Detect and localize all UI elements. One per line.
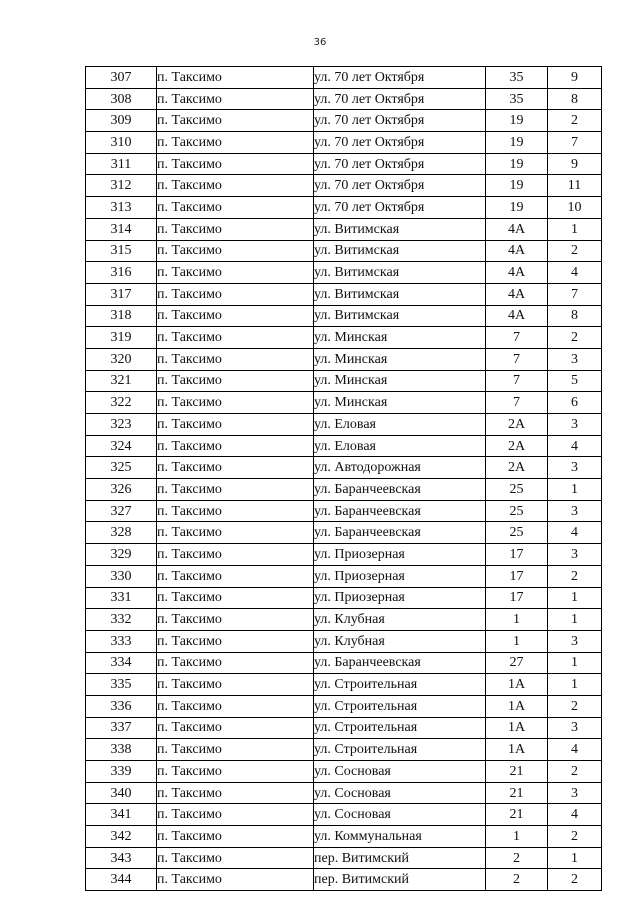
apartment-number-cell: 8 (548, 305, 602, 327)
street-cell: пер. Витимский (314, 869, 486, 891)
street-cell: ул. 70 лет Октября (314, 132, 486, 154)
table-row (86, 630, 602, 652)
table-row (86, 826, 602, 848)
row-number-cell: 312 (86, 175, 157, 197)
street-cell: ул. Автодорожная (314, 457, 486, 479)
row-number-cell: 320 (86, 348, 157, 370)
table-row (86, 457, 602, 479)
settlement-cell: п. Таксимо (157, 826, 314, 848)
apartment-number-cell: 10 (548, 197, 602, 219)
house-number-cell: 4А (486, 240, 548, 262)
apartment-number-cell: 11 (548, 175, 602, 197)
table-row (86, 674, 602, 696)
street-cell: ул. Еловая (314, 414, 486, 436)
street-cell: ул. Витимская (314, 262, 486, 284)
settlement-cell: п. Таксимо (157, 544, 314, 566)
table-row (86, 327, 602, 349)
row-number-cell: 310 (86, 132, 157, 154)
table-row (86, 175, 602, 197)
apartment-number-cell: 3 (548, 348, 602, 370)
settlement-cell: п. Таксимо (157, 110, 314, 132)
settlement-cell: п. Таксимо (157, 88, 314, 110)
table-row (86, 348, 602, 370)
table-row (86, 782, 602, 804)
house-number-cell: 2А (486, 435, 548, 457)
house-number-cell: 1А (486, 739, 548, 761)
street-cell: ул. Минская (314, 392, 486, 414)
house-number-cell: 17 (486, 544, 548, 566)
settlement-cell: п. Таксимо (157, 479, 314, 501)
street-cell: ул. Сосновая (314, 761, 486, 783)
row-number-cell: 331 (86, 587, 157, 609)
house-number-cell: 4А (486, 262, 548, 284)
house-number-cell: 19 (486, 110, 548, 132)
row-number-cell: 307 (86, 67, 157, 89)
street-cell: ул. Клубная (314, 609, 486, 631)
house-number-cell: 1А (486, 674, 548, 696)
table-row (86, 197, 602, 219)
apartment-number-cell: 2 (548, 240, 602, 262)
apartment-number-cell: 4 (548, 262, 602, 284)
row-number-cell: 326 (86, 479, 157, 501)
street-cell: ул. Минская (314, 370, 486, 392)
table-row (86, 88, 602, 110)
row-number-cell: 332 (86, 609, 157, 631)
settlement-cell: п. Таксимо (157, 197, 314, 219)
street-cell: ул. Баранчеевская (314, 479, 486, 501)
street-cell: ул. 70 лет Октября (314, 175, 486, 197)
street-cell: ул. Строительная (314, 695, 486, 717)
apartment-number-cell: 8 (548, 88, 602, 110)
apartment-number-cell: 2 (548, 826, 602, 848)
settlement-cell: п. Таксимо (157, 457, 314, 479)
row-number-cell: 329 (86, 544, 157, 566)
apartment-number-cell: 2 (548, 565, 602, 587)
street-cell: ул. Минская (314, 348, 486, 370)
table-row (86, 761, 602, 783)
row-number-cell: 341 (86, 804, 157, 826)
house-number-cell: 7 (486, 392, 548, 414)
house-number-cell: 1А (486, 717, 548, 739)
house-number-cell: 19 (486, 132, 548, 154)
street-cell: пер. Витимский (314, 847, 486, 869)
row-number-cell: 314 (86, 218, 157, 240)
house-number-cell: 19 (486, 175, 548, 197)
settlement-cell: п. Таксимо (157, 262, 314, 284)
street-cell: ул. Приозерная (314, 587, 486, 609)
settlement-cell: п. Таксимо (157, 392, 314, 414)
street-cell: ул. 70 лет Октября (314, 88, 486, 110)
table-row (86, 869, 602, 891)
table-row (86, 847, 602, 869)
house-number-cell: 21 (486, 804, 548, 826)
table-row (86, 565, 602, 587)
table-row (86, 544, 602, 566)
table-row (86, 435, 602, 457)
settlement-cell: п. Таксимо (157, 370, 314, 392)
settlement-cell: п. Таксимо (157, 327, 314, 349)
table-row (86, 609, 602, 631)
row-number-cell: 317 (86, 283, 157, 305)
settlement-cell: п. Таксимо (157, 587, 314, 609)
settlement-cell: п. Таксимо (157, 348, 314, 370)
apartment-number-cell: 4 (548, 435, 602, 457)
house-number-cell: 4А (486, 218, 548, 240)
table-row (86, 370, 602, 392)
settlement-cell: п. Таксимо (157, 782, 314, 804)
house-number-cell: 25 (486, 522, 548, 544)
row-number-cell: 313 (86, 197, 157, 219)
street-cell: ул. 70 лет Октября (314, 197, 486, 219)
row-number-cell: 342 (86, 826, 157, 848)
street-cell: ул. Еловая (314, 435, 486, 457)
settlement-cell: п. Таксимо (157, 500, 314, 522)
street-cell: ул. Минская (314, 327, 486, 349)
house-number-cell: 1 (486, 630, 548, 652)
house-number-cell: 21 (486, 761, 548, 783)
apartment-number-cell: 3 (548, 500, 602, 522)
house-number-cell: 1 (486, 826, 548, 848)
apartment-number-cell: 2 (548, 327, 602, 349)
house-number-cell: 7 (486, 348, 548, 370)
house-number-cell: 4А (486, 305, 548, 327)
street-cell: ул. Витимская (314, 240, 486, 262)
settlement-cell: п. Таксимо (157, 609, 314, 631)
row-number-cell: 344 (86, 869, 157, 891)
settlement-cell: п. Таксимо (157, 435, 314, 457)
apartment-number-cell: 4 (548, 739, 602, 761)
row-number-cell: 319 (86, 327, 157, 349)
row-number-cell: 315 (86, 240, 157, 262)
apartment-number-cell: 1 (548, 479, 602, 501)
settlement-cell: п. Таксимо (157, 522, 314, 544)
street-cell: ул. Приозерная (314, 544, 486, 566)
house-number-cell: 17 (486, 587, 548, 609)
table-row (86, 500, 602, 522)
settlement-cell: п. Таксимо (157, 869, 314, 891)
apartment-number-cell: 7 (548, 283, 602, 305)
street-cell: ул. Строительная (314, 717, 486, 739)
house-number-cell: 19 (486, 153, 548, 175)
house-number-cell: 25 (486, 500, 548, 522)
apartment-number-cell: 2 (548, 869, 602, 891)
row-number-cell: 309 (86, 110, 157, 132)
row-number-cell: 336 (86, 695, 157, 717)
apartment-number-cell: 1 (548, 652, 602, 674)
apartment-number-cell: 3 (548, 457, 602, 479)
house-number-cell: 1 (486, 609, 548, 631)
table-row (86, 392, 602, 414)
street-cell: ул. Баранчеевская (314, 522, 486, 544)
street-cell: ул. Витимская (314, 305, 486, 327)
house-number-cell: 7 (486, 370, 548, 392)
settlement-cell: п. Таксимо (157, 153, 314, 175)
house-number-cell: 2А (486, 457, 548, 479)
house-number-cell: 2А (486, 414, 548, 436)
page-number: 36 (313, 37, 327, 48)
apartment-number-cell: 1 (548, 847, 602, 869)
apartment-number-cell: 2 (548, 761, 602, 783)
settlement-cell: п. Таксимо (157, 218, 314, 240)
table-body (86, 67, 602, 891)
table-row (86, 110, 602, 132)
street-cell: ул. Приозерная (314, 565, 486, 587)
row-number-cell: 318 (86, 305, 157, 327)
table-row (86, 522, 602, 544)
row-number-cell: 327 (86, 500, 157, 522)
table-row (86, 67, 602, 89)
settlement-cell: п. Таксимо (157, 761, 314, 783)
street-cell: ул. Баранчеевская (314, 500, 486, 522)
house-number-cell: 2 (486, 869, 548, 891)
street-cell: ул. Витимская (314, 218, 486, 240)
house-number-cell: 17 (486, 565, 548, 587)
street-cell: ул. Сосновая (314, 804, 486, 826)
row-number-cell: 335 (86, 674, 157, 696)
row-number-cell: 311 (86, 153, 157, 175)
table-row (86, 804, 602, 826)
row-number-cell: 323 (86, 414, 157, 436)
settlement-cell: п. Таксимо (157, 674, 314, 696)
table-row (86, 153, 602, 175)
settlement-cell: п. Таксимо (157, 283, 314, 305)
apartment-number-cell: 6 (548, 392, 602, 414)
row-number-cell: 321 (86, 370, 157, 392)
row-number-cell: 339 (86, 761, 157, 783)
table-row (86, 414, 602, 436)
settlement-cell: п. Таксимо (157, 847, 314, 869)
row-number-cell: 325 (86, 457, 157, 479)
apartment-number-cell: 3 (548, 414, 602, 436)
table-row (86, 240, 602, 262)
street-cell: ул. 70 лет Октября (314, 110, 486, 132)
house-number-cell: 1А (486, 695, 548, 717)
apartment-number-cell: 1 (548, 609, 602, 631)
settlement-cell: п. Таксимо (157, 739, 314, 761)
settlement-cell: п. Таксимо (157, 175, 314, 197)
settlement-cell: п. Таксимо (157, 305, 314, 327)
row-number-cell: 343 (86, 847, 157, 869)
settlement-cell: п. Таксимо (157, 652, 314, 674)
row-number-cell: 333 (86, 630, 157, 652)
row-number-cell: 337 (86, 717, 157, 739)
settlement-cell: п. Таксимо (157, 67, 314, 89)
table-row (86, 587, 602, 609)
apartment-number-cell: 3 (548, 630, 602, 652)
settlement-cell: п. Таксимо (157, 630, 314, 652)
row-number-cell: 324 (86, 435, 157, 457)
row-number-cell: 340 (86, 782, 157, 804)
house-number-cell: 27 (486, 652, 548, 674)
street-cell: ул. Баранчеевская (314, 652, 486, 674)
row-number-cell: 338 (86, 739, 157, 761)
settlement-cell: п. Таксимо (157, 132, 314, 154)
apartment-number-cell: 5 (548, 370, 602, 392)
address-table (85, 66, 602, 891)
table-row (86, 739, 602, 761)
apartment-number-cell: 9 (548, 67, 602, 89)
apartment-number-cell: 1 (548, 674, 602, 696)
settlement-cell: п. Таксимо (157, 414, 314, 436)
house-number-cell: 21 (486, 782, 548, 804)
street-cell: ул. 70 лет Октября (314, 153, 486, 175)
table-row (86, 218, 602, 240)
settlement-cell: п. Таксимо (157, 695, 314, 717)
street-cell: ул. Строительная (314, 674, 486, 696)
house-number-cell: 2 (486, 847, 548, 869)
apartment-number-cell: 4 (548, 804, 602, 826)
house-number-cell: 35 (486, 88, 548, 110)
row-number-cell: 334 (86, 652, 157, 674)
apartment-number-cell: 7 (548, 132, 602, 154)
house-number-cell: 7 (486, 327, 548, 349)
settlement-cell: п. Таксимо (157, 717, 314, 739)
table-row (86, 262, 602, 284)
street-cell: ул. Клубная (314, 630, 486, 652)
street-cell: ул. Сосновая (314, 782, 486, 804)
table-row (86, 652, 602, 674)
house-number-cell: 35 (486, 67, 548, 89)
settlement-cell: п. Таксимо (157, 565, 314, 587)
apartment-number-cell: 2 (548, 695, 602, 717)
table-row (86, 695, 602, 717)
street-cell: ул. Коммунальная (314, 826, 486, 848)
row-number-cell: 328 (86, 522, 157, 544)
apartment-number-cell: 9 (548, 153, 602, 175)
table-row (86, 479, 602, 501)
row-number-cell: 322 (86, 392, 157, 414)
row-number-cell: 330 (86, 565, 157, 587)
table-row (86, 283, 602, 305)
apartment-number-cell: 1 (548, 587, 602, 609)
apartment-number-cell: 2 (548, 110, 602, 132)
house-number-cell: 4А (486, 283, 548, 305)
row-number-cell: 308 (86, 88, 157, 110)
table-row (86, 132, 602, 154)
street-cell: ул. Витимская (314, 283, 486, 305)
table-row (86, 305, 602, 327)
apartment-number-cell: 3 (548, 782, 602, 804)
apartment-number-cell: 3 (548, 544, 602, 566)
house-number-cell: 25 (486, 479, 548, 501)
street-cell: ул. 70 лет Октября (314, 67, 486, 89)
street-cell: ул. Строительная (314, 739, 486, 761)
settlement-cell: п. Таксимо (157, 804, 314, 826)
apartment-number-cell: 1 (548, 218, 602, 240)
apartment-number-cell: 4 (548, 522, 602, 544)
house-number-cell: 19 (486, 197, 548, 219)
settlement-cell: п. Таксимо (157, 240, 314, 262)
table-row (86, 717, 602, 739)
apartment-number-cell: 3 (548, 717, 602, 739)
row-number-cell: 316 (86, 262, 157, 284)
